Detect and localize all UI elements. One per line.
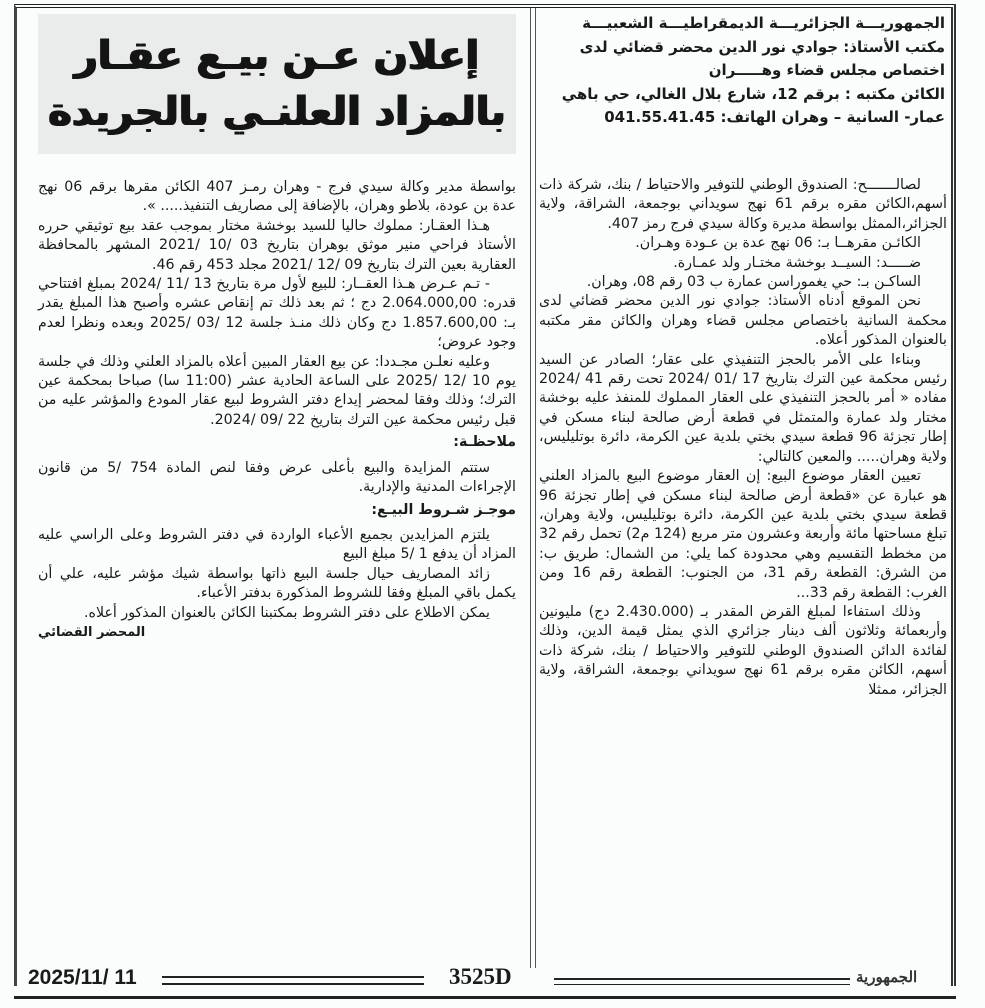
announcement-title-box — [38, 14, 516, 154]
paragraph: وبناءا على الأمر بالحجز التنفيذي على عقار؛ الصادر عن السيد رئيس محكمة عين الترك بتاريخ 17 /01 /2024 تحت رقم 41 /2024 مفاده « أمر بالحجز التنفيذي على العقار المملوك للمنفذ عليه بوخشة مختار ولد عمارة والمتمثل في قطعة أرض صالحة لبناء مسكن في إطار تجزئة 96 قطعة سيدي بختي بلدية عين الكرمة، دائرة بوتليليس، ولاية وهران..... والمعين كالتالي: — [539, 351, 948, 465]
header-line: اختصاص مجلس قضاء وهـــــران — [708, 61, 945, 79]
left-column — [38, 178, 516, 642]
paragraph: وعليه نعلـن مجـددا: عن بيع العقار المبين أعلاه بالمزاد العلني وذلك في جلسة يوم 10 /12 /2025 على الساعة الحادية عشر (11:00 سا) صباحا بمحكمة عين الترك؛ وذلك وفقا لمحضر إيداع دفتر الشروط لبيع عقار المودع والمؤشر عليه من قبل رئيس محكمة عين الترك بتاريخ 22 /09 /2024. — [38, 353, 516, 428]
paragraph: - تـم عـرض هـذا العقــار: للبيع لأول مرة بتاريخ 13 /11 /2024 بمبلغ افتتاحي قدره: 2.064.000,00 دج ؛ ثم بعد ذلك تم إنقاص عشره وأصبح هذا المبلغ يقدر بـ: 1.857.600,00 دج وكان ذلك منـذ جلسة 12 /03 /2025 وبعده ونظرا لعدم وجود عروض؛ — [38, 276, 517, 351]
bottom-rule — [14, 996, 956, 999]
condition-item: زائد المصاريف حيال جلسة البيع ذاتها بواسطة شيك مؤشر عليه، علي أن يكمل باقي المبلغ وفقا للشروط المذكورة بدفتر الأعباء. — [38, 565, 516, 602]
paragraph: وذلك استفاءا لمبلغ القرض المقدر بـ (2.430.000 دج) مليونين وأربعمائة وثلاثون ألف دينار جزائري الذي يمثل قيمة الدين، وذلك لفائدة الدائن الصندوق الوطني للتوفير والاحتياط / بنك، شركة ذات أسهم، الكائن مقره برقم 61 نهج سويداني بوجمعة، الشراقة، ولاية الجزائر، ممثلا — [539, 603, 947, 698]
header-line: عمار- السانية – وهران الهاتف: 041.55.41.45 — [604, 108, 945, 126]
bailiff-office-header — [545, 12, 945, 130]
paragraph: تعيين العقار موضوع البيع: إن العقار موضوع البيع بالمزاد العلني هو عبارة عن «قطعة أرض صالحة لبناء مسكن في إطار تجزئة 96 قطعة سيدي بختي بلدية عين الكرمة، دائرة بوتليليس، ولاية وهران، تبلغ مساحتها مائة وأربعة وعشرون متر مربع (124 م2) تحمل رقم 32 من مخطط التقسيم وهي محدودة كما يلي: من الشمال: طريق ب: من الشرق: القطعة رقم 31، من الجنوب: القطعة رقم 16 ومن الغرب: القطعة رقم 33... — [539, 468, 947, 601]
conditions-heading: موجـز شـروط البيـع: — [371, 501, 516, 518]
signature: المحضر القضائي — [38, 624, 146, 640]
note-heading: ملاحظـة: — [453, 434, 516, 451]
title-line-1: إعلان عـن بيـع عقـار — [74, 33, 480, 79]
newspaper-logo: الجمهورية — [856, 968, 918, 986]
footer-rule — [162, 976, 424, 985]
paragraph: ضـــــد: السيــد بوخشة مختـار ولد عمـارة. — [673, 254, 921, 271]
condition-item: يلتزم المزايدين بجميع الأعباء الواردة في دفتر الشروط وعلى الراسي عليه المزاد أن يدفع 1 /5 مبلغ البيع — [38, 526, 516, 563]
note-text: ستتم المزايدة والبيع بأعلى عرض وفقا لنص المادة 754 /5 من قانون الإجراءات المدنية والإدارية. — [38, 459, 516, 496]
header-line: الكائن مكتبه : برقم 12، شارع بلال الغالي، حي باهي — [561, 84, 945, 103]
condition-item: يمكن الاطلاع على دفتر الشروط بمكتبنا الكائن بالعنوان المذكور أعلاه. — [84, 604, 490, 621]
ad-code: 3525D — [449, 964, 512, 989]
page-footer — [14, 966, 956, 996]
column-divider — [530, 8, 536, 968]
right-column — [539, 176, 947, 700]
paragraph: نحن الموقع أدناه الأستاذ: جوادي نور الدين محضر قضائي لدى محكمة السانية باختصاص مجلس قضاء وهران والكائن مقر مكتبه بالعنوان المذكور أعلاه. — [539, 293, 947, 349]
header-line: مكتب الأستاذ: جوادي نور الدين محضر قضائي لدى — [579, 37, 945, 56]
paragraph: هـذا العقـار: مملوك حاليا للسيد بوخشة مختار بموجب عقد بيع توثيقي حرره الأستاذ فراحي منير موثق بوهران بتاريخ 03 /10 /2021 المشهر بالمحافظة العقارية بعين الترك بتاريخ 09 /12 /2021 مجلد 453 رقم 46. — [38, 217, 516, 273]
footer-rule — [554, 978, 850, 985]
paragraph: بواسطة مدير وكالة سيدي فرج - وهران رمـز 407 الكائن مقرها برقم 06 نهج عدة بن عودة، بلاطو وهران، بالإضافة إلى مصاريف التنفيذ..... ». — [38, 179, 516, 215]
paragraph: لصالـــــــح: الصندوق الوطني للتوفير والاحتياط / بنك، شركة ذات أسهم،الكائن مقره برقم 61 نهج سويداني بوجمعة، الشراقة، ولاية الجزائر،الممثل بواسطة مديرة وكالة سيدي فرج رمز 407. — [539, 177, 947, 232]
paragraph: الكائـن مقرهــا بـ: 06 نهج عدة بن عـودة وهـران. — [635, 235, 921, 252]
paragraph: الساكـن بـ: حي يغموراسن عمارة ب 03 رقم 08، وهران. — [586, 274, 921, 291]
header-line: الجمهوريـــة الجزائريـــة الديمقراطيـــة الشعبيـــة — [582, 14, 945, 32]
title-line-2: بالمزاد العلنـي بالجريدة — [48, 89, 506, 135]
issue-date: 2025/11/ 11 — [28, 966, 137, 989]
